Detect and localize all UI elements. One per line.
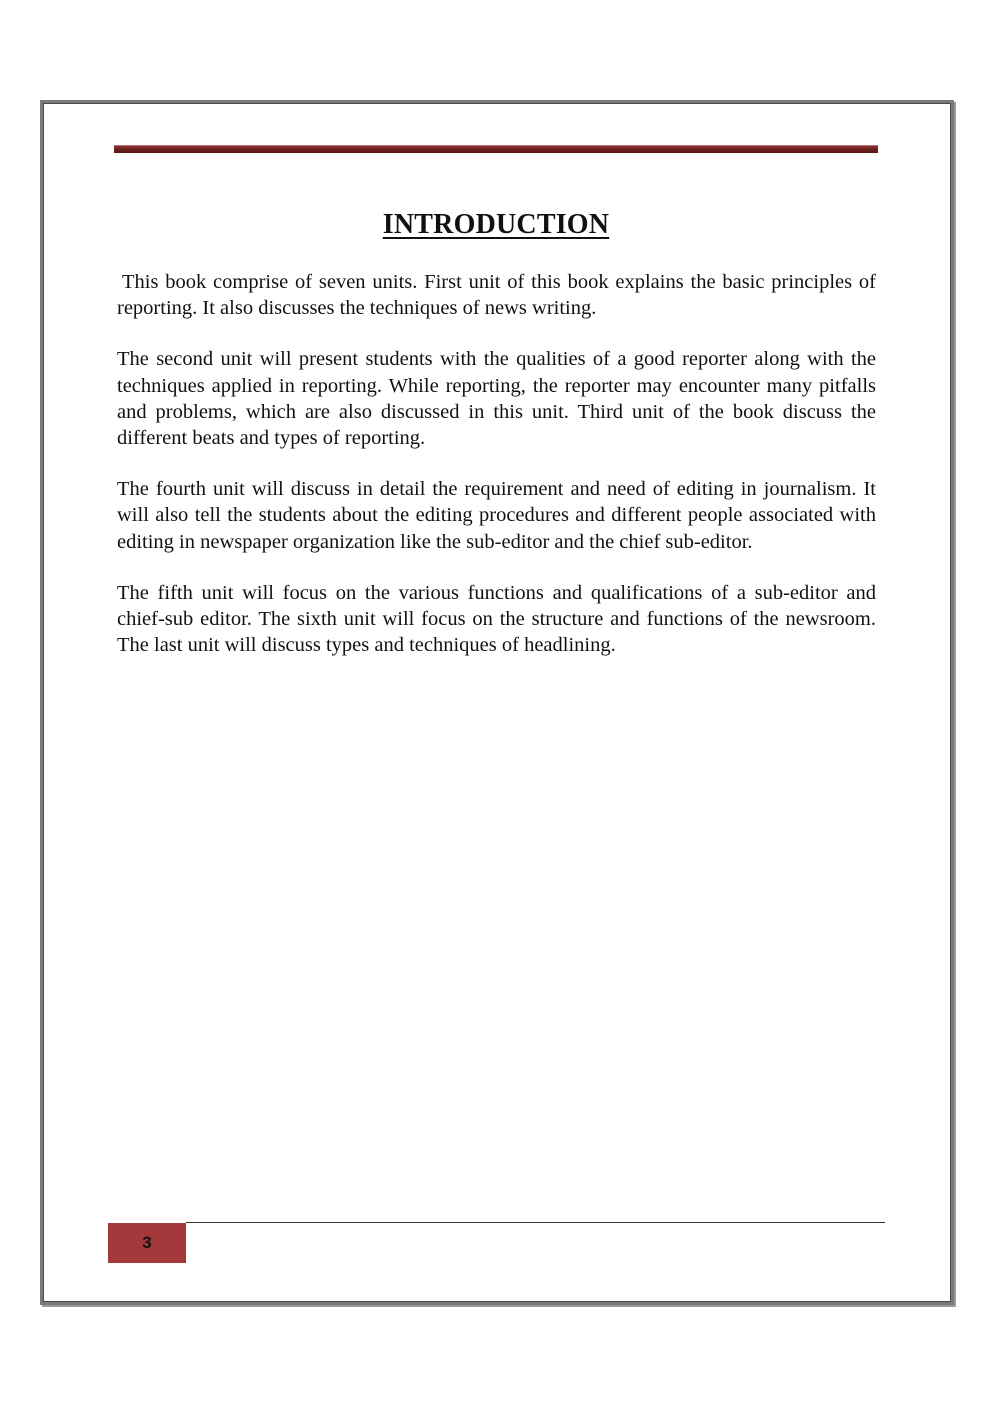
paragraph-4: The fifth unit will focus on the various functions and qualifications of a sub-editor and chief-sub editor. The sixth unit will focus on the structure and functions of the newsroom. The last unit will discuss types and techniques of headlining. <box>117 581 876 657</box>
paragraph-2: The second unit will present students with the qualities of a good reporter along with the techniques applied in reporting. While reporting, the reporter may encounter many pitfalls and problems, which are also discussed in this unit. Third unit of the book discuss the different beats and types of reporting. <box>117 348 876 450</box>
paragraph-1: This book comprise of seven units. First unit of this book explains the basic principles of reporting. It also discusses the techniques of news writing. <box>117 271 876 320</box>
page-number: 3 <box>142 1233 152 1252</box>
footer-rule <box>186 1222 885 1223</box>
header-rule <box>114 145 878 153</box>
page-title: INTRODUCTION <box>382 209 610 240</box>
paragraph-3: The fourth unit will discuss in detail the requirement and need of editing in journalism. It will also tell the students about the editing procedures and different people associated with editing in newspaper organization like the sub-editor and the chief sub-editor. <box>117 478 876 553</box>
document-body <box>117 269 876 683</box>
page-number-badge <box>108 1223 186 1263</box>
